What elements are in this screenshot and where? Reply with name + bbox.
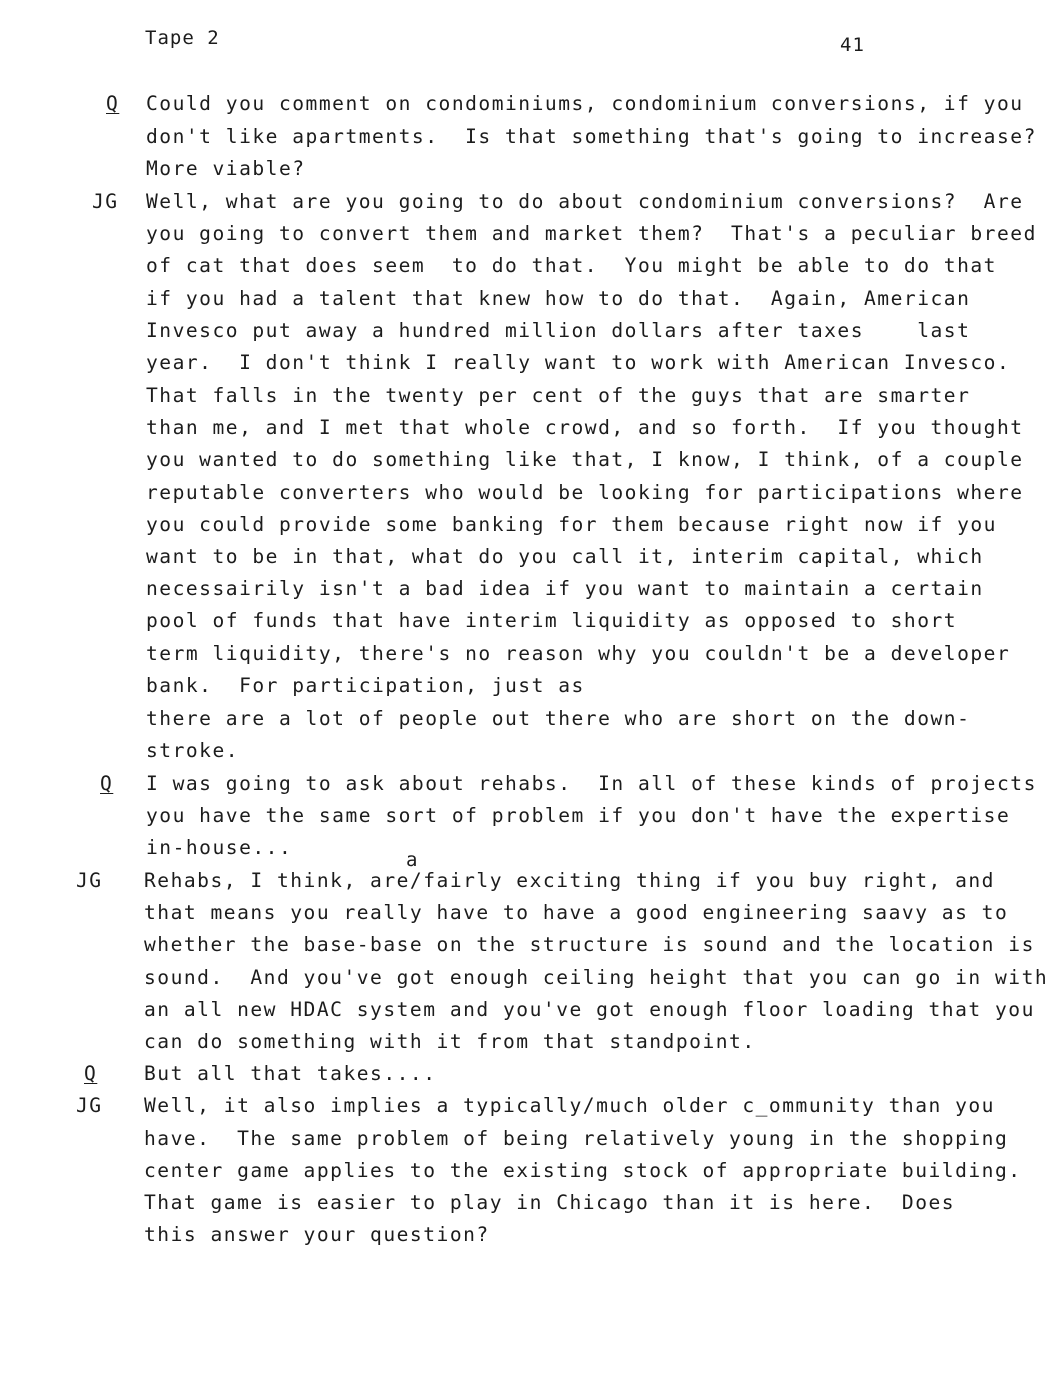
transcript-line: reputable converters who would be looking for participations where xyxy=(146,481,1024,504)
transcript-line: bank. For participation, just as xyxy=(146,674,585,697)
transcript-line: I was going to ask about rehabs. In all of these kinds of projects xyxy=(146,772,1037,795)
transcript-line: there are a lot of people out there who are short on the down- xyxy=(146,707,971,730)
transcript-line: That falls in the twenty per cent of the guys that are smarter xyxy=(146,384,971,407)
transcript-line: you going to convert them and market them? That's a peculiar breed xyxy=(146,222,1037,245)
transcript-line: want to be in that, what do you call it, interim capital, which xyxy=(146,545,984,568)
speaker-q: Q xyxy=(84,1062,98,1085)
transcript-line: you have the same sort of problem if you don't have the expertise xyxy=(146,804,1011,827)
transcript-line: than me, and I met that whole crowd, and so forth. If you thought xyxy=(146,416,1024,439)
transcript-line: sound. And you've got enough ceiling height that you can go in with xyxy=(144,966,1049,989)
transcript-line: if you had a talent that knew how to do that. Again, American xyxy=(146,287,971,310)
transcript-line: necessairily isn't a bad idea if you want to maintain a certain xyxy=(146,577,984,600)
transcript-line: More viable? xyxy=(146,157,306,180)
speaker-jg: JG xyxy=(76,1094,103,1117)
transcript-line: Could you comment on condominiums, condominium conversions, if you xyxy=(146,92,1024,115)
transcript-line: stroke. xyxy=(146,739,240,762)
transcript-line: whether the base-base on the structure is sound and the location is xyxy=(144,933,1035,956)
speaker-jg: JG xyxy=(92,190,119,213)
transcript-line: Well, what are you going to do about condominium conversions? Are xyxy=(146,190,1024,213)
transcript-line: pool of funds that have interim liquidity as opposed to short xyxy=(146,609,958,632)
transcript-line: But all that takes.... xyxy=(144,1062,437,1085)
page-number: 41 xyxy=(840,34,865,56)
transcript-line: Rehabs, I think, are/fairly exciting thing if you buy right, and xyxy=(144,869,995,892)
transcript-line: Well, it also implies a typically/much older c_ommunity than you xyxy=(144,1094,995,1117)
handwritten-insert: a xyxy=(406,849,418,871)
transcript-line: center game applies to the existing stock of appropriate building. xyxy=(144,1159,1022,1182)
transcript-line: an all new HDAC system and you've got enough floor loading that you xyxy=(144,998,1035,1021)
speaker-q: Q xyxy=(100,772,114,795)
transcript-line: don't like apartments. Is that something that's going to increase? xyxy=(146,125,1037,148)
transcript-line: Invesco put away a hundred million dollars after taxes last xyxy=(146,319,971,342)
transcript-line: can do something with it from that standpoint. xyxy=(144,1030,756,1053)
transcript-line: term liquidity, there's no reason why you couldn't be a developer xyxy=(146,642,1011,665)
transcript-line: this answer your question? xyxy=(144,1223,490,1246)
speaker-q: Q xyxy=(106,92,120,115)
transcript-line: you could provide some banking for them because right now if you xyxy=(146,513,997,536)
transcript-line: That game is easier to play in Chicago than it is here. Does xyxy=(144,1191,956,1214)
transcript-line: that means you really have to have a good engineering saavy as to xyxy=(144,901,1009,924)
tape-label: Tape 2 xyxy=(145,27,220,49)
transcript-line: year. I don't think I really want to work with American Invesco. xyxy=(146,351,1011,374)
transcript-line: you wanted to do something like that, I know, I think, of a couple xyxy=(146,448,1024,471)
transcript-line: of cat that does seem to do that. You might be able to do that xyxy=(146,254,997,277)
transcript-line: have. The same problem of being relatively young in the shopping xyxy=(144,1127,1009,1150)
speaker-jg: JG xyxy=(76,869,103,892)
transcript-line: in-house... xyxy=(146,836,293,859)
